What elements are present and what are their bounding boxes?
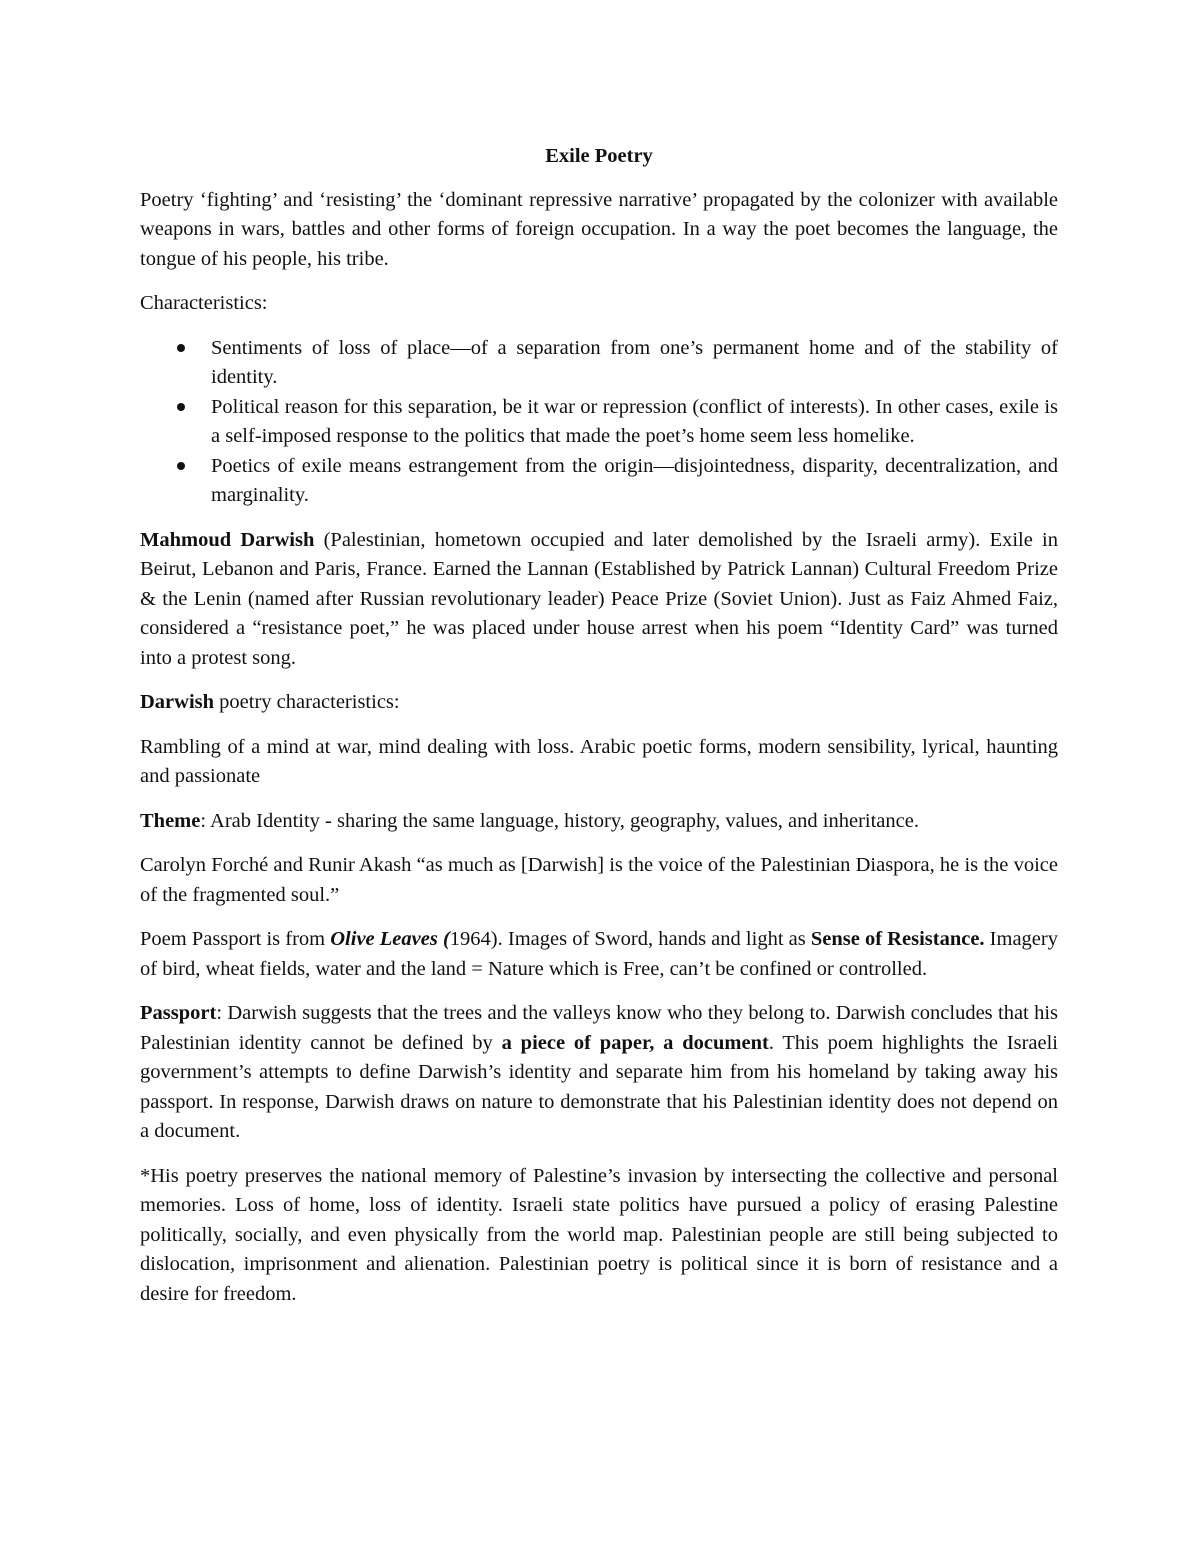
passport-text-1: : Darwish suggests that the trees and the valleys know who they belong to. Darwish concludes that his Palestinian identity cannot be defined by [140, 1002, 1058, 1054]
passport-text-3: . This poem highlights the Israeli government’s attempts to define Darwish’s identity and separate him from his homeland by taking away his passport. In response, Darwish draws on nature to demonstrate that his Palestinian identity does not depend on a document. [140, 1031, 1058, 1142]
poem-passport-text-3: Imagery of bird, wheat fields, water and the land = Nature which is Free, can’t be confined or controlled. [140, 928, 1058, 980]
bullet-icon [177, 344, 185, 352]
darwish-name: Mahmoud Darwish [140, 528, 315, 551]
darwish-bio-text: (Palestinian, hometown occupied and later demolished by the Israeli army). Exile in Beirut, Lebanon and Paris, France. Earned the Lannan (Established by Patrick Lannan) Cultural Freedom Prize & the Lenin (named after Russian revolutionary leader) Peace Prize (Soviet Union). Just as Faiz Ahmed Faiz, considered a “resistance poet,” he was placed under house arrest when his poem “Identity Card” was turned into a protest song. [140, 528, 1058, 669]
poem-passport-text-2: 1964). Images of Sword, hands and light as [449, 928, 811, 950]
darwish-characteristics-heading [140, 688, 1058, 718]
theme-text: : Arab Identity - sharing the same language, history, geography, values, and inheritance. [200, 809, 919, 832]
list-item [140, 452, 1058, 511]
bullet-icon [177, 403, 185, 411]
list-item [140, 393, 1058, 452]
quote-paragraph: Carolyn Forché and Runir Akash “as much as [Darwish] is the voice of the Palestinian Diaspora, he is the voice of the fragmented soul.” [140, 854, 1058, 906]
list-item-text: Sentiments of loss of place—of a separation from one’s permanent home and of the stability of identity. [211, 336, 1058, 388]
document-page [140, 142, 1058, 1324]
darwish-bio-paragraph [140, 526, 1058, 674]
passport-comma: , [649, 1031, 664, 1054]
theme-paragraph [140, 807, 1058, 837]
characteristics-heading: Characteristics: [140, 292, 268, 314]
intro-paragraph: Poetry ‘fighting’ and ‘resisting’ the ‘dominant repressive narrative’ propagated by the colonizer with available weapons in wars, battles and other forms of foreign occupation. In a way the poet becomes the language, the tongue of his people, his tribe. [140, 188, 1058, 270]
piece-of-paper: a piece of paper [501, 1031, 650, 1054]
darwish-characteristics-text: poetry characteristics: [214, 691, 400, 713]
poem-passport-paragraph [140, 925, 1058, 984]
conclusion-paragraph: *His poetry preserves the national memory of Palestine’s invasion by intersecting the collective and personal memories. Loss of home, loss of identity. Israeli state politics have pursued a policy of erasing Palestine politically, socially, and even physically from the world map. Palestinian people are still being subjected to dislocation, imprisonment and alienation. Palestinian poetry is political since it is born of resistance and a desire for freedom. [140, 1164, 1058, 1305]
book-title: Olive Leaves ( [330, 928, 450, 950]
rambling-paragraph: Rambling of a mind at war, mind dealing with loss. Arabic poetic forms, modern sensibility, lyrical, haunting and passionate [140, 735, 1058, 787]
a-document: a document [663, 1031, 769, 1054]
sense-of-resistance: Sense of Resistance. [810, 928, 985, 950]
poem-passport-text-1: Poem Passport is from [140, 928, 331, 950]
darwish-label: Darwish [140, 691, 215, 713]
passport-paragraph [140, 999, 1058, 1147]
list-item [140, 334, 1058, 393]
bullet-icon [177, 462, 185, 470]
list-item-text: Political reason for this separation, be it war or repression (conflict of interests). In other cases, exile is a self-imposed response to the politics that made the poet’s home seem less homelike. [211, 395, 1058, 447]
characteristics-list [140, 334, 1058, 511]
theme-label: Theme [140, 809, 201, 832]
document-title: Exile Poetry [545, 145, 653, 167]
list-item-text: Poetics of exile means estrangement from the origin—disjointedness, disparity, decentralization, and marginality. [211, 454, 1058, 506]
passport-label: Passport [140, 1002, 217, 1024]
